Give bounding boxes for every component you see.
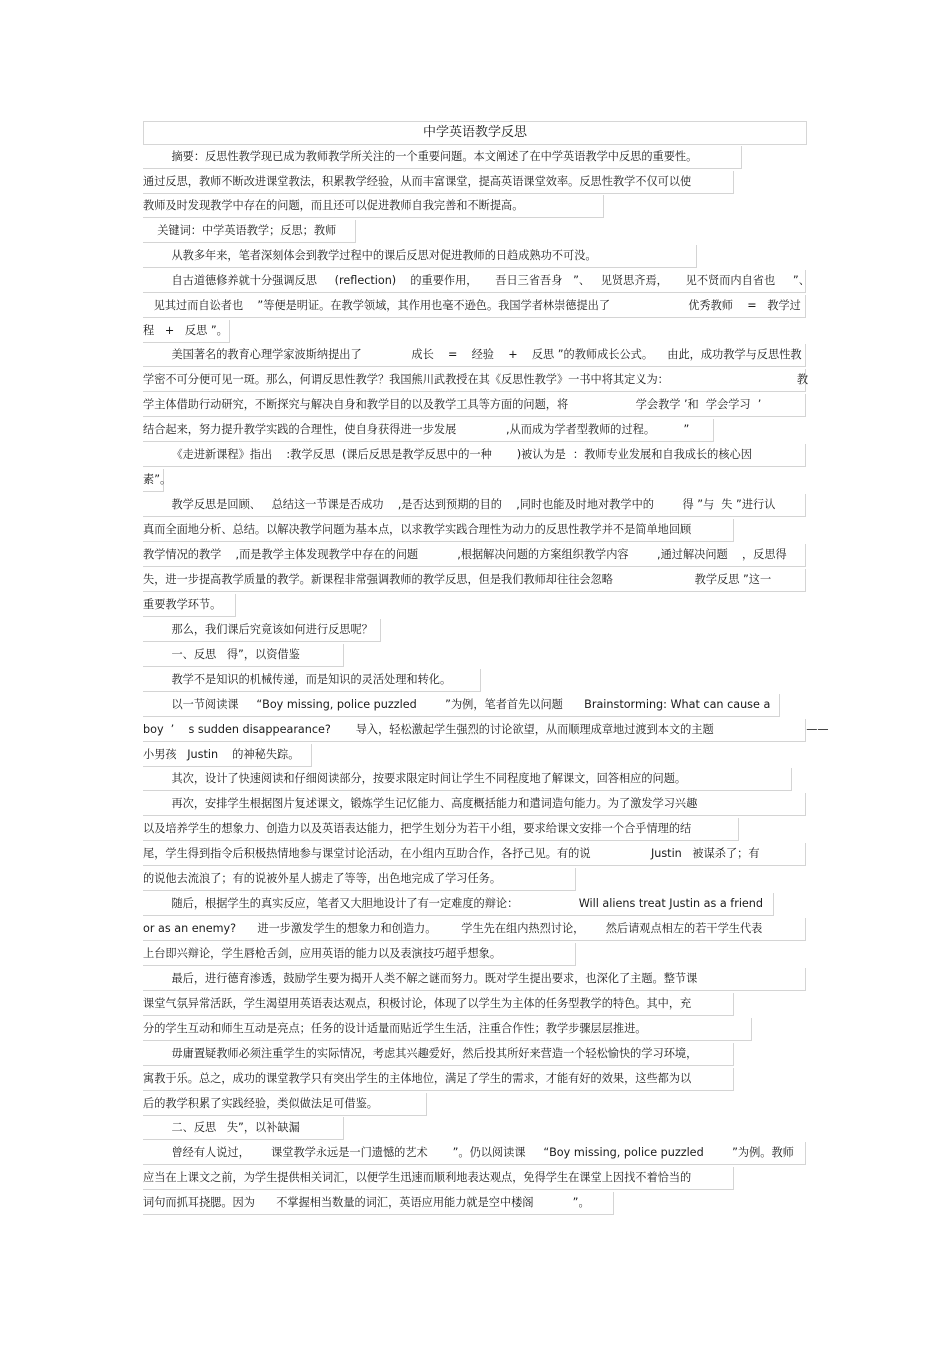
paragraph-line: 再次，安排学生根据图片复述课文，锻炼学生记忆能力、高度概括能力和遣词造句能力。为了激发学习兴趣 xyxy=(143,793,806,816)
paragraph-line: 尾，学生得到指令后积极热情地参与课堂讨论活动，在小组内互助合作，各抒己见。有的说 Justin 被谋杀了；有 xyxy=(143,843,806,866)
paragraph-line: 随后，根据学生的真实反应，笔者又大胆地设计了有一定难度的辩论： Will aliens treat Justin as a friend xyxy=(143,893,774,916)
paragraph-line: 最后，进行德育渗透，鼓励学生要为揭开人类不解之谜而努力。既对学生提出要求，也深化了主题。整节课 xyxy=(143,968,806,991)
paragraph-line: 教学不是知识的机械传递，而是知识的灵活处理和转化。 xyxy=(143,669,481,692)
paragraph-line: 那么，我们课后究竟该如何进行反思呢？ xyxy=(143,619,381,642)
paragraph-line: 真而全面地分析、总结。以解决教学问题为基本点，以求教学实践合理性为动力的反思性教学并不是简单地回顾 xyxy=(143,519,734,542)
paragraph-line: 自古道德修养就十分强调反思 (reflection) 的重要作用， 吾日三省吾身 ”、 见贤思齐焉， 见不贤而内自省也 ”、 xyxy=(143,270,806,293)
paragraph-line: 上台即兴辩论，学生唇枪舌剑，应用英语的能力以及表演技巧超乎想象。 xyxy=(143,943,576,966)
paragraph-line: boy ’ s sudden disappearance? 导入，轻松激起学生强烈的讨论欲望，从而顺理成章地过渡到本文的主题 —— xyxy=(143,719,806,742)
paragraph-line: 寓教于乐。总之，成功的课堂教学只有突出学生的主体地位，满足了学生的需求，才能有好的效果，这些都为以 xyxy=(143,1068,734,1091)
paragraph-line: 分的学生互动和师生互动是亮点；任务的设计适量而贴近学生生活，注重合作性；教学步骤层层推进。 xyxy=(143,1018,752,1041)
paragraph-line: 通过反思，教师不断改进课堂教法，积累教学经验，从而丰富课堂，提高英语课堂效率。反思性教学不仅可以使 xyxy=(143,171,734,194)
paragraph-line: 课堂气氛异常活跃，学生渴望用英语表达观点，积极讨论，体现了以学生为主体的任务型教学的特色。其中，充 xyxy=(143,993,734,1016)
paragraph-line: or as an enemy? 进一步激发学生的想象力和创造力。 学生先在组内热烈讨论， 然后请观点相左的若干学生代表 xyxy=(143,918,806,941)
paragraph-line: 的说他去流浪了；有的说被外星人掳走了等等，出色地完成了学习任务。 xyxy=(143,868,576,891)
paragraph-line: 以一节阅读课 “Boy missing, police puzzled ”为例，笔者首先以问题 Brainstorming: What can cause a xyxy=(143,694,780,717)
page-title: 中学英语教学反思 xyxy=(143,121,807,145)
paragraph-line: 应当在上课文之前，为学生提供相关词汇，以便学生迅速而顺利地表达观点，免得学生在课堂上因找不着恰当的 xyxy=(143,1167,734,1190)
paragraph-line: 小男孩 Justin 的神秘失踪。 xyxy=(143,744,312,767)
paragraph-line: 后的教学积累了实践经验，类似做法足可借鉴。 xyxy=(143,1093,427,1116)
paragraph-line: 以及培养学生的想象力、创造力以及英语表达能力，把学生划分为若干小组，要求给课文安排一个合乎情理的结 xyxy=(143,818,739,841)
paragraph-line: 摘要：反思性教学现已成为教师教学所关注的一个重要问题。本文阐述了在中学英语教学中反思的重要性。 xyxy=(143,146,742,169)
paragraph-line: 素”。 xyxy=(143,469,164,492)
paragraph-line: 失，进一步提高教学质量的教学。新课程非常强调教师的教学反思，但是我们教师却往往会忽略 教学反思 ”这一 xyxy=(143,569,806,592)
paragraph-line: 学主体借助行动研究，不断探究与解决自身和教学目的以及教学工具等方面的问题，将 学会教学 ’和 学会学习 ’ xyxy=(143,394,806,417)
paragraph-line: 曾经有人说过， 课堂教学永远是一门遗憾的艺术 ”。仍以阅读课 “Boy missing, police puzzled ”为例。教师 xyxy=(143,1142,806,1165)
paragraph-line: 重要教学环节。 xyxy=(143,594,236,617)
paragraph-line: 结合起来，努力提升教学实践的合理性，使自身获得进一步发展 ,从而成为学者型教师的过程。 ” xyxy=(143,419,714,442)
paragraph-line: 教师及时发现教学中存在的问题，而且还可以促进教师自我完善和不断提高。 xyxy=(143,195,604,218)
paragraph-line: 学密不可分便可见一斑。那么，何谓反思性教学？我国熊川武教授在其《反思性教学》一书中将其定义为： 教 xyxy=(143,369,806,392)
paragraph-line: 《走进新课程》指出 :教学反思 (课后反思是教学反思中的一种 )被认为是 ：教师专业发展和自我成长的核心因 xyxy=(143,444,806,467)
paragraph-line: 教学反思是回顾、 总结这一节课是否成功 ,是否达到预期的目的 ,同时也能及时地对教学中的 得 ”与 失 ”进行认 xyxy=(143,494,806,517)
section-heading: 二、反思 失”，以补缺漏 xyxy=(143,1117,344,1140)
paragraph-line: 教学情况的教学 ,而是教学主体发现教学中存在的问题 ,根据解决问题的方案组织教学内容 ,通过解决问题 ，反思得 xyxy=(143,544,806,567)
paragraph-line: 词句而抓耳挠腮。因为 不掌握相当数量的词汇，英语应用能力就是空中楼阁 ”。 xyxy=(143,1192,614,1215)
paragraph-line: 从教多年来，笔者深刻体会到教学过程中的课后反思对促进教师的日趋成熟功不可没。 xyxy=(143,245,697,268)
paragraph-line: 毋庸置疑教师必须注重学生的实际情况，考虑其兴趣爱好，然后投其所好来营造一个轻松愉快的学习环境， xyxy=(143,1043,734,1066)
keywords-line: 关键词：中学英语教学；反思；教师 xyxy=(143,220,356,243)
paragraph-line: 程 + 反思 ”。 xyxy=(143,320,230,343)
section-heading: 一、反思 得”，以资借鉴 xyxy=(143,644,344,667)
paragraph-line: 其次，设计了快速阅读和仔细阅读部分，按要求限定时间让学生不同程度地了解课文，回答相应的问题。 xyxy=(143,768,792,791)
paragraph-line: 美国著名的教育心理学家波斯纳提出了 成长 = 经验 + 反思 ”的教师成长公式。 由此，成功教学与反思性教 xyxy=(143,344,806,367)
paragraph-line: 见其过而自讼者也 ”等便是明证。在教学领域，其作用也毫不逊色。我国学者林崇德提出了 优秀教师 = 教学过 xyxy=(143,295,806,318)
